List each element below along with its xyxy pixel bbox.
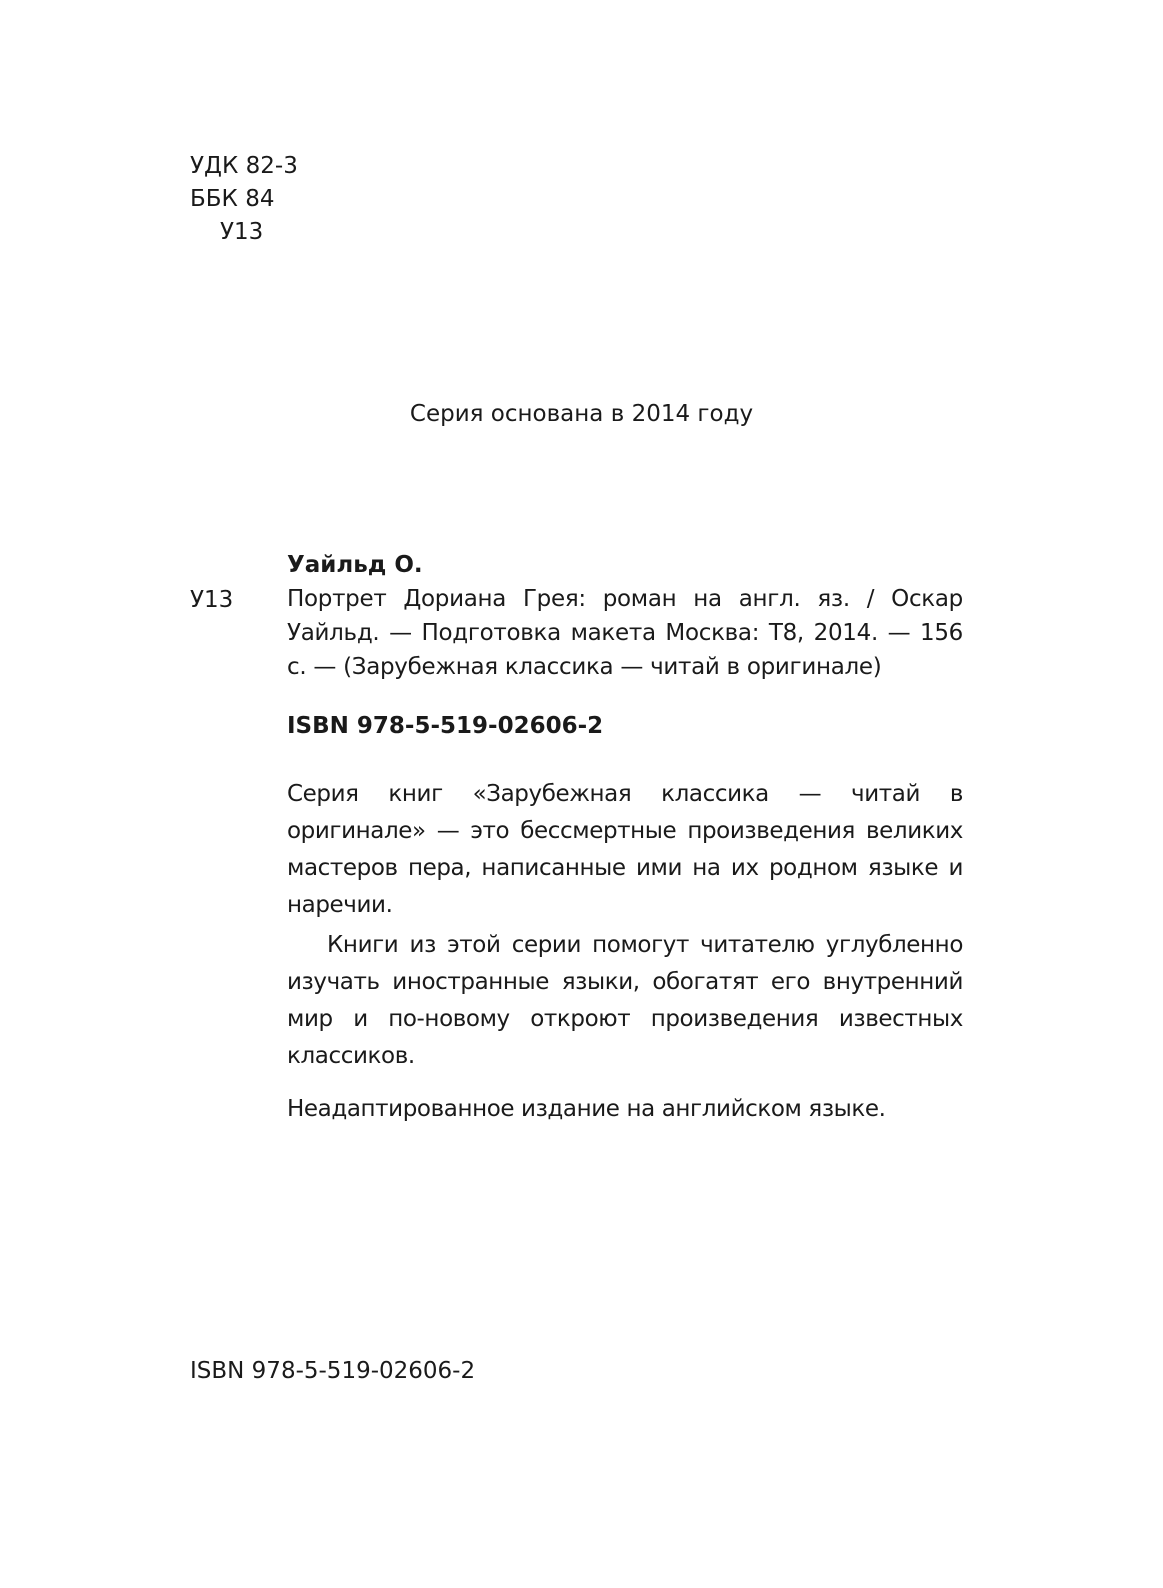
citation-text: Портрет Дориана Грея: роман на англ. яз. / Оскар Уайльд. — Подготовка макета Москва: Т8, 2014. — 156 с. — (Зарубежная классика — читай в оригинале): [287, 586, 963, 680]
isbn-main: ISBN 978-5-519-02606-2: [287, 713, 604, 739]
series-description: [287, 776, 963, 1128]
isbn-bottom: ISBN 978-5-519-02606-2: [190, 1358, 476, 1384]
series-founded-note: Серия основана в 2014 году: [409, 401, 754, 427]
description-paragraph-2: Книги из этой серии помогут читателю углубленно изучать иностранные языки, обогатят его внутренний мир и по-новому откроют произведения известных классиков.: [287, 932, 963, 1069]
description-paragraph-1: Серия книг «Зарубежная классика — читай в оригинале» — это бессмертные произведения великих мастеров пера, написанные ими на их родном языке и наречии.: [287, 781, 963, 918]
udk-code: УДК 82-3: [190, 153, 298, 179]
bbk-code: ББК 84: [190, 186, 275, 212]
bibliographic-record: [287, 548, 963, 1128]
author-mark: У13: [220, 219, 264, 245]
description-paragraph-3: Неадаптированное издание на английском языке.: [287, 1096, 886, 1122]
classification-block: [190, 150, 298, 249]
biblio-code: У13: [190, 587, 234, 613]
author-name: Уайльд О.: [287, 552, 423, 578]
